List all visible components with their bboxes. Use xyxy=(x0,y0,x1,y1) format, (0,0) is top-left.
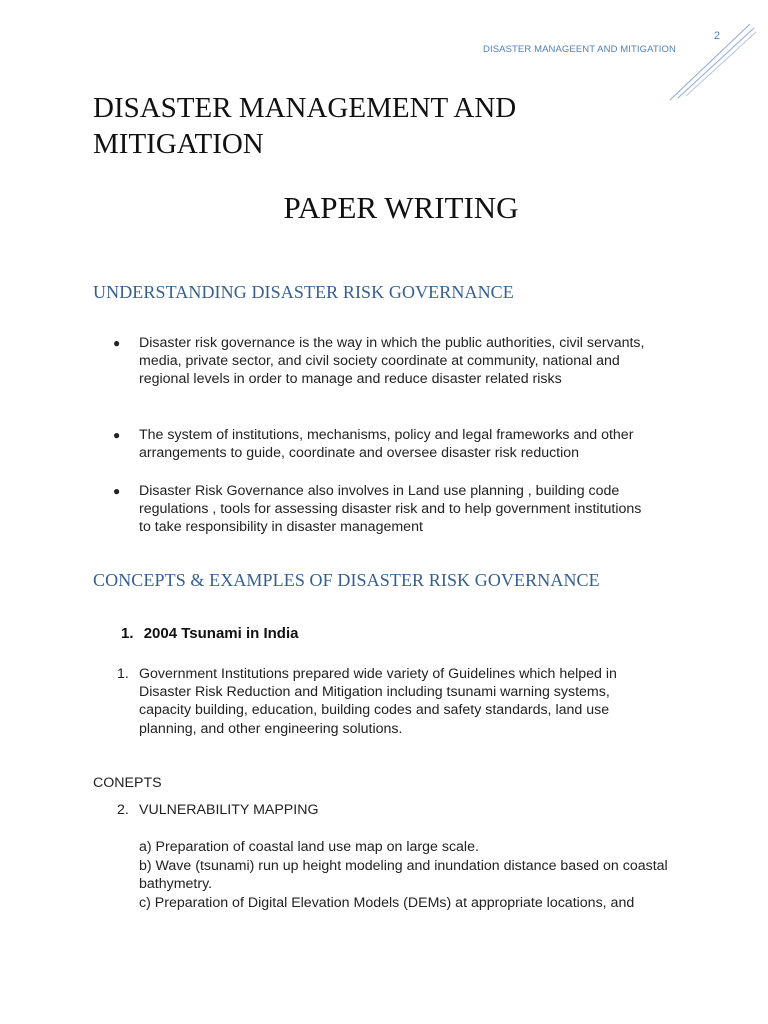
example-marker: 1. xyxy=(121,625,134,642)
list-item xyxy=(113,482,653,537)
list-item-text: Disaster Risk Governance also involves in Land use planning , building code regulations , tools for assessing disaster risk and to help government institutions to take responsibility in disaster management xyxy=(139,483,642,536)
item-text: VULNERABILITY MAPPING xyxy=(139,802,319,818)
document-title: DISASTER MANAGEMENT AND MITIGATION xyxy=(93,92,517,160)
list-item-text: Disaster risk governance is the way in which the public authorities, civil servants, media, private sector, and civil society coordinate at community, national and regional levels in order to manage and reduce disaster related risks xyxy=(139,335,645,388)
item-marker: 1. xyxy=(117,666,129,682)
running-header: DISASTER MANAGEENT AND MITIGATION xyxy=(483,44,676,55)
document-subtitle: PAPER WRITING xyxy=(283,190,519,225)
example-heading xyxy=(121,625,298,642)
numbered-item-2 xyxy=(113,801,663,819)
page-number: 2 xyxy=(713,30,720,42)
section-heading-concepts: CONCEPTS & EXAMPLES OF DISASTER RISK GOVERNANCE xyxy=(93,570,600,590)
bullet-icon: ● xyxy=(113,428,121,442)
item-marker: 2. xyxy=(117,802,129,818)
list-item xyxy=(113,426,653,462)
bullet-icon: ● xyxy=(113,484,121,498)
concepts-label: CONEPTS xyxy=(93,775,162,791)
sub-item-b: b) Wave (tsunami) run up height modeling and inundation distance based on coastal bathymetry. xyxy=(139,858,668,893)
header-decoration xyxy=(668,20,758,102)
sub-item-c: c) Preparation of Digital Elevation Models (DEMs) at appropriate locations, and xyxy=(139,895,635,911)
bullet-icon: ● xyxy=(113,336,121,350)
list-item xyxy=(113,334,653,389)
list-item-text: The system of institutions, mechanisms, policy and legal frameworks and other arrangements to guide, coordinate and oversee disaster risk reduction xyxy=(139,427,634,462)
example-title: 2004 Tsunami in India xyxy=(143,625,299,642)
section-heading-understanding: UNDERSTANDING DISASTER RISK GOVERNANCE xyxy=(93,282,514,302)
sub-item-a: a) Preparation of coastal land use map on large scale. xyxy=(139,839,479,855)
numbered-item-1 xyxy=(113,665,663,738)
item-text: Government Institutions prepared wide variety of Guidelines which helped in Disaster Risk Reduction and Mitigation including tsunami warning systems, capacity building, education, building codes and safety standards, land use planning, and other engineering solutions. xyxy=(139,666,617,737)
